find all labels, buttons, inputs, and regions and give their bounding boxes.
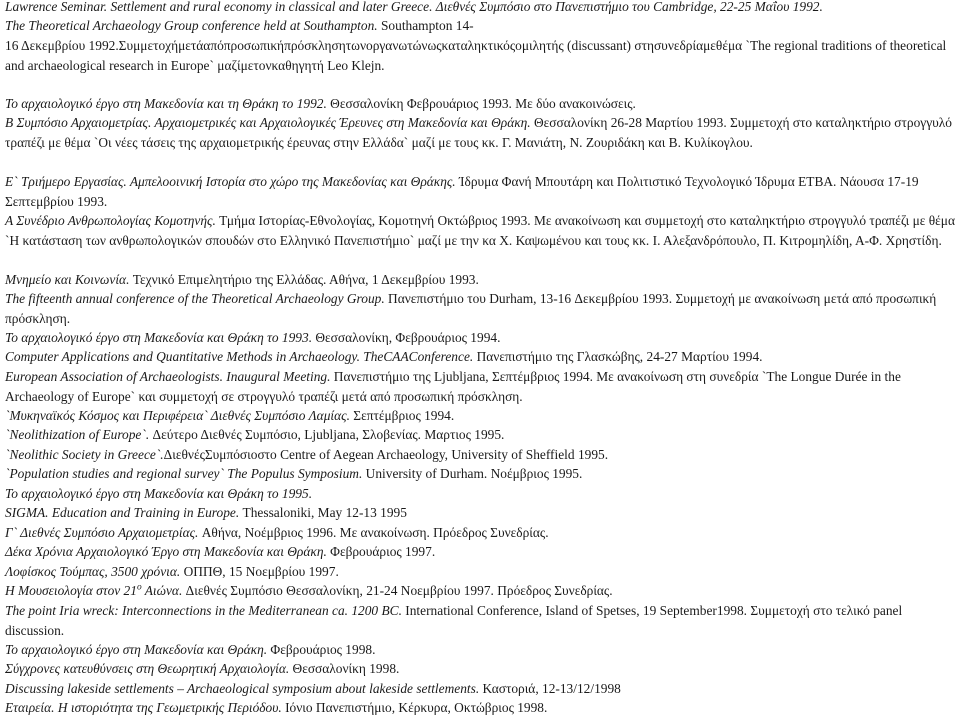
event-title-text: Το αρχαιολογικό έργο στη Μακεδονία και Θράκη. <box>5 642 271 657</box>
event-detail-text: University of Durham. Νοέμβριος 1995. <box>365 466 583 481</box>
event-title-text: The point Iria wreck: Interconnections in the Mediterranean ca. 1200 BC. <box>5 603 406 618</box>
event-detail-text: Southampton 14- <box>380 18 474 33</box>
entry-neolithization <box>5 425 956 445</box>
event-title-text: Η Μουσειολογία στον 21 <box>5 583 137 598</box>
event-detail-text: Ίδρυμα Φανή Μπουτάρη και Πολιτιστικό Τεχνολογικό Ίδρυμα ΕΤΒΑ. Νάουσα 17-19 Σεπτεμβρίου 1993. <box>5 174 919 209</box>
event-detail-text: ΔιεθνέςΣυμπόσιοστο Centre of Aegean Archaeology, University of Sheffield 1995. <box>163 447 609 462</box>
event-detail-text: 16 Δεκεμβρίου 1992.Συμμετοχήμετάαπόπροσωπικήπρόσκλησητωνοργανωτώνωςκαταληκτικόςομιλητής (discussant) στησυνεδρίαμεθέμα `The regional traditions of theoretical and archaeological research in Europe` μαζίμετονκαθηγητή Leo Klejn. <box>5 38 947 73</box>
event-title-text: `Μυκηναϊκός Κόσμος και Περιφέρεια` Διεθνές Συμπόσιο Λαμίας. <box>5 408 354 423</box>
entry-macedonia-1993 <box>5 328 956 348</box>
entry-iria-wreck <box>5 601 956 640</box>
entry-caa-glasgow <box>5 347 956 367</box>
event-title-text: Λοφίσκος Τούμπας, 3500 χρόνια. <box>5 564 184 579</box>
event-title-text: The Theoretical Archaeology Group conference held at Southampton. <box>5 18 381 33</box>
event-title-text: Lawrence Seminar. Settlement and rural economy in classical and later Greece. Διεθνές Συμπόσιο στο Πανεπιστήμιο του Cambridge, 22-25 Μαΐου 1992. <box>5 0 823 14</box>
event-title-text: Computer Applications and Quantitative Methods in Archaeology. TheCAAConference. <box>5 349 477 364</box>
entry-tag-durham <box>5 289 956 328</box>
entry-macedonia-1995 <box>5 484 956 504</box>
event-title-text: Μνημείο και Κοινωνία. <box>5 272 133 287</box>
event-title-text: Σύγχρονες κατευθύνσεις στη Θεωρητική Αρχαιολογία. <box>5 661 293 676</box>
entry-lakeside <box>5 679 956 699</box>
event-detail-text: Διεθνές Συμπόσιο Θεσσαλονίκη, 21-24 Νοεμβρίου 1997. Πρόεδρος Συνεδρίας. <box>185 583 613 598</box>
event-detail-text: Θεσσαλονίκη, Φεβρουάριος 1994. <box>315 330 501 345</box>
entry-museology <box>5 581 956 601</box>
event-title-text: Δέκα Χρόνια Αρχαιολογικό Έργο στη Μακεδονία και Θράκη. <box>5 544 331 559</box>
event-detail-text: Δεύτερο Διεθνές Συμπόσιο, Ljubljana, Σλοβενίας. Μαρτιος 1995. <box>152 427 505 442</box>
event-title-text: Γ` Διεθνές Συμπόσιο Αρχαιομετρίας. <box>5 525 202 540</box>
entry-archaeometry-c <box>5 523 956 543</box>
event-detail-text: Θεσσαλονίκη Φεβρουάριος 1993. Με δύο ανακοινώσεις. <box>330 96 636 111</box>
event-title-text: `Neolithic Society in Greece`. <box>5 447 164 462</box>
event-title-text: Β Συμπόσιο Αρχαιομετρίας. Αρχαιομετρικές και Αρχαιολογικές Έρευνες στη Μακεδονία και Θράκη. <box>5 115 534 130</box>
entry-macedonia-1998 <box>5 640 956 660</box>
entry-theoretical-archaeology <box>5 659 956 679</box>
event-title-text: Α Συνέδριο Ανθρωπολογίας Κομοτηνής. <box>5 213 220 228</box>
event-detail-text: Thessaloniki, May 12-13 1995 <box>242 505 407 520</box>
event-title-text: European Association of Archaeologists. Inaugural Meeting. <box>5 369 334 384</box>
entry-tag-southampton-title <box>5 16 956 36</box>
entry-monument-society <box>5 270 956 290</box>
entry-geometric-period <box>5 698 956 718</box>
event-title-text: Ε` Τριήμερο Εργασίας. Αμπελοοινική Ιστορία στο χώρο της Μακεδονίας και Θράκης. <box>5 174 460 189</box>
event-title-text: Εταιρεία. Η ιστοριότητα της Γεωμετρικής Περιόδου. <box>5 700 286 715</box>
event-title-text: `Population studies and regional survey` The Populus Symposium. <box>5 466 366 481</box>
entry-tag-southampton-detail <box>5 36 956 75</box>
entry-anthropology-komotini <box>5 211 956 250</box>
event-title-text: Discussing lakeside settlements – Archaeological symposium about lakeside settlements. <box>5 681 483 696</box>
entry-eaa-ljubljana <box>5 367 956 406</box>
event-detail-text: International Conference, Island of Spetses, 19 September1998. Συμμετοχή στο τελικό panel discussion. <box>5 603 903 638</box>
entry-neolithic-society <box>5 445 956 465</box>
entry-archaeometry-b <box>5 113 956 152</box>
event-detail-text: Αθήνα, Νοέμβριος 1996. Με ανακοίνωση. Πρόεδρος Συνεδρίας. <box>201 525 549 540</box>
entry-toumba <box>5 562 956 582</box>
entry-populus <box>5 464 956 484</box>
event-title-text: Το αρχαιολογικό έργο στη Μακεδονία και τη Θράκη το 1992. <box>5 96 331 111</box>
event-title-text: SIGMA. Education and Training in Europe. <box>5 505 243 520</box>
event-detail-text: Θεσσαλονίκη 1998. <box>292 661 400 676</box>
event-detail-text: Πανεπιστήμιο της Γλασκώβης, 24-27 Μαρτίου 1994. <box>476 349 763 364</box>
entry-mycenaean-lamia <box>5 406 956 426</box>
event-detail-text: Σεπτέμβριος 1994. <box>353 408 455 423</box>
event-title-text: Το αρχαιολογικό έργο στη Μακεδονία και Θράκη το 1995. <box>5 486 313 501</box>
event-detail-text: Καστοριά, 12-13/12/1998 <box>482 681 621 696</box>
event-detail-text: Τμήμα Ιστορίας-Εθνολογίας, Κομοτηνή Οκτώβριος 1993. Με ανακοίνωση και συμμετοχή στο καταληκτήριο στρογγυλό τραπέζι με θέμα `Η κατάσταση των ανθρωπολογικών σπουδών στο Ελληνικό Πανεπιστήμιο` μαζί με την κα Χ. Καψωμένου και τους κκ. Ι. Αλεξανδρόπουλο, Π. Κιτρομηλίδη, Α-Φ. Χρηστίδη. <box>5 213 955 248</box>
entry-wine-history <box>5 172 956 211</box>
event-detail-text: Φεβρουάριος 1998. <box>270 642 376 657</box>
entry-sigma <box>5 503 956 523</box>
entry-ten-years <box>5 542 956 562</box>
event-detail-text: Φεβρουάριος 1997. <box>330 544 436 559</box>
entry-macedonia-1992 <box>5 94 956 114</box>
event-detail-text: Θεσσαλονίκη 26-28 Μαρτίου 1993. Συμμετοχή στο καταληκτήριο στρογγυλό τραπέζι με θέμα `Οι νέες τάσεις της αρχαιομετρικής έρευνας στην Ελλάδα` μαζί με τους κκ. Γ. Μανιάτη, Ν. Ζουριδάκη και Β. Κυλίκογλου. <box>5 115 952 150</box>
event-title-text: Το αρχαιολογικό έργο στη Μακεδονία και Θράκη το 1993. <box>5 330 316 345</box>
event-title-text: `Neolithization of Europe`. <box>5 427 153 442</box>
event-title-text: ο <box>136 582 142 593</box>
event-detail-text: Τεχνικό Επιμελητήριο της Ελλάδας. Αθήνα, 1 Δεκεμβρίου 1993. <box>132 272 479 287</box>
event-detail-text: ΟΠΠΘ, 15 Νοεμβρίου 1997. <box>183 564 339 579</box>
event-detail-text: Πανεπιστήμιο του Durham, 13-16 Δεκεμβρίου 1993. Συμμετοχή με ανακοίνωση μετά από προσωπική πρόσκληση. <box>5 291 937 326</box>
event-detail-text: Πανεπιστήμιο της Ljubljana, Σεπτέμβριος 1994. Με ανακοίνωση στη συνεδρία `The Longue Durée in the Archaeology of Europe` και συμμετοχή σε στρογγυλό τραπέζι μετά από προσωπική πρόσκληση. <box>5 369 901 404</box>
event-title-text: Αιώνα. <box>141 583 186 598</box>
event-detail-text: Ιόνιο Πανεπιστήμιο, Κέρκυρα, Οκτώβριος 1998. <box>285 700 548 715</box>
entry-cambridge-1992 <box>5 0 956 17</box>
event-title-text: The fifteenth annual conference of the Theoretical Archaeology Group. <box>5 291 389 306</box>
